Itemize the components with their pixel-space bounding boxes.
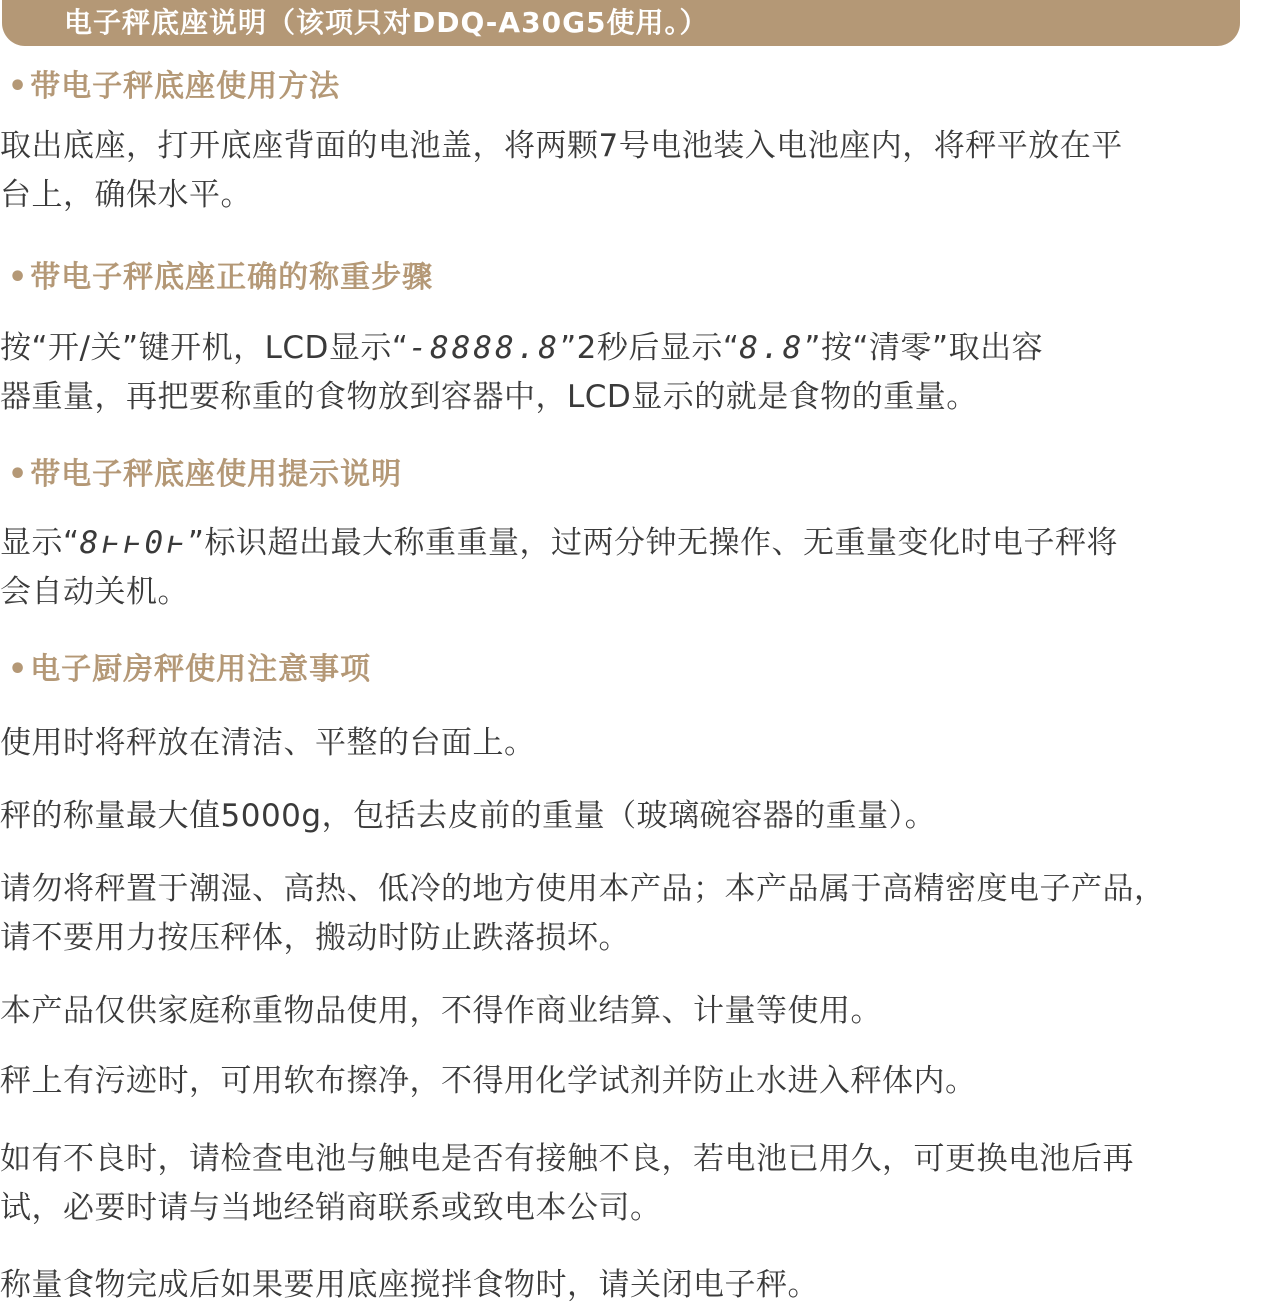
paragraph-line: 台上，确保水平。 [0,177,252,213]
note-paragraph [0,719,1265,768]
paragraph-weighing-steps [0,324,1265,422]
note-paragraph [0,865,1265,963]
paragraph-line: 会自动关机。 [0,574,189,610]
text-segment: ”2秒后显示“ [560,330,740,366]
paragraph-line: 本产品仅供家庭称重物品使用，不得作商业结算、计量等使用。 [0,993,882,1029]
paragraph-usage-tips [0,519,1265,617]
heading-text: 带电子秤底座使用方法 [30,69,341,104]
note-paragraph [0,792,1265,841]
paragraph-line: 请不要用力按压秤体，搬动时防止跌落损坏。 [0,920,630,956]
text-segment: 按“开/关”键开机，LCD显示“ [0,330,409,366]
paragraph-line: 器重量，再把要称重的食物放到容器中，LCD显示的就是食物的重量。 [0,379,978,415]
paragraph-line [0,324,1265,373]
paragraph-base-usage [0,122,1265,220]
heading-text: 带电子秤底座使用提示说明 [30,457,403,492]
banner-title: 电子秤底座说明（该项只对DDQ-A30G5使用。） [64,6,709,39]
lcd-readout: 8.8 [739,330,805,366]
text-segment: 显示“ [0,525,80,561]
note-paragraph [0,1135,1265,1233]
paragraph-line: 称量食物完成后如果要用底座搅拌食物时，请关闭电子秤。 [0,1267,819,1303]
lcd-readout: -8888.8 [408,330,561,366]
paragraph-line: 秤上有污迹时，可用软布擦净，不得用化学试剂并防止水进入秤体内。 [0,1063,977,1099]
paragraph-line: 试，必要时请与当地经销商联系或致电本公司。 [0,1190,662,1226]
bullet-icon: • [8,652,29,687]
note-paragraph [0,1057,1265,1106]
section-banner [2,0,1240,46]
heading-base-usage [8,69,341,104]
heading-weighing-steps [8,260,434,295]
bullet-icon: • [8,260,29,295]
paragraph-line [0,519,1265,568]
paragraph-line: 取出底座，打开底座背面的电池盖，将两颗7号电池装入电池座内，将秤平放在平 [0,128,1123,164]
heading-text: 电子厨房秤使用注意事项 [30,652,372,687]
heading-precautions [8,652,372,687]
heading-usage-tips [8,457,403,492]
paragraph-line: 秤的称量最大值5000g，包括去皮前的重量（玻璃碗容器的重量）。 [0,798,937,834]
heading-text: 带电子秤底座正确的称重步骤 [30,260,434,295]
paragraph-line: 使用时将秤放在清洁、平整的台面上。 [0,725,536,761]
paragraph-line: 请勿将秤置于潮湿、高热、低冷的地方使用本产品；本产品属于高精密度电子产品， [0,871,1166,907]
text-segment: ”按“清零”取出容 [804,330,1044,366]
lcd-readout: 8ⱶⱶ0ⱶ [79,525,188,561]
bullet-icon: • [8,69,29,104]
note-paragraph [0,1261,1265,1310]
paragraph-line: 如有不良时，请检查电池与触电是否有接触不良，若电池已用久，可更换电池后再 [0,1141,1134,1177]
note-paragraph [0,987,1265,1036]
bullet-icon: • [8,457,29,492]
text-segment: ”标识超出最大称重重量，过两分钟无操作、无重量变化时电子秤将 [187,525,1118,561]
